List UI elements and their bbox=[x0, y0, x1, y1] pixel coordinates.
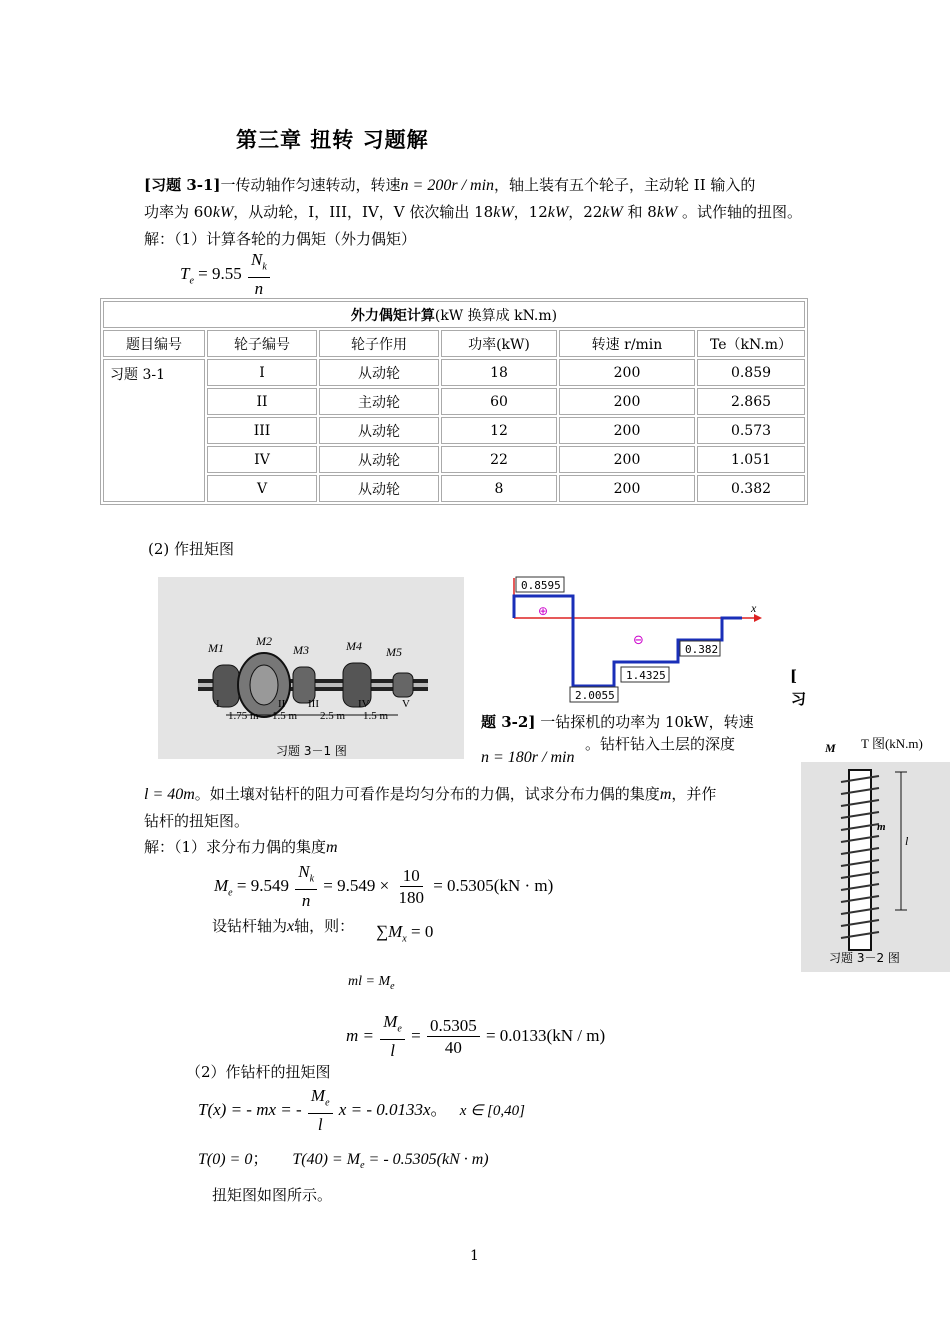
m1-label: M1 bbox=[208, 641, 224, 655]
torque-diagram bbox=[508, 574, 770, 704]
figure-3-1-caption: 习题 3－1 图 bbox=[276, 744, 347, 758]
sep: ； bbox=[252, 1151, 269, 1168]
dim-4: 1.5 m bbox=[363, 710, 389, 722]
dim-1: 1.75 m bbox=[228, 710, 259, 722]
column-header: 转速 r/min bbox=[559, 330, 695, 357]
sub: k bbox=[262, 261, 267, 273]
num: 10 bbox=[400, 866, 423, 887]
table-cell: II bbox=[207, 388, 317, 415]
column-header: 功率(kW) bbox=[441, 330, 557, 357]
den: n bbox=[301, 891, 311, 911]
unit: kW bbox=[656, 204, 678, 221]
table-row bbox=[103, 359, 805, 386]
table-row bbox=[103, 417, 805, 444]
num: 0.5305 bbox=[427, 1016, 480, 1037]
me-label: M bbox=[825, 741, 836, 755]
num: M bbox=[310, 1086, 326, 1105]
axis-label: x bbox=[751, 601, 757, 615]
num: M bbox=[383, 1012, 398, 1031]
unit: kW bbox=[602, 204, 623, 221]
solution-3-2-step-1 bbox=[144, 834, 788, 861]
fraction bbox=[295, 862, 317, 912]
table-cell: 0.573 bbox=[697, 417, 805, 444]
sum-equation bbox=[376, 922, 433, 944]
text: 解：（1）求分布力偶的集度 bbox=[144, 838, 327, 856]
lhs: m = bbox=[346, 1026, 374, 1046]
l-label: l bbox=[905, 834, 909, 848]
chapter-title: 第三章 扭转 习题解 bbox=[236, 127, 429, 152]
m4-label: M4 bbox=[346, 639, 362, 653]
roman-ii: II bbox=[278, 698, 286, 710]
solution-3-2-step-2: （2）作钻杆的扭矩图 bbox=[186, 1063, 331, 1081]
unit: kW bbox=[212, 204, 234, 221]
text: 轴，则： bbox=[294, 917, 355, 935]
value-0-382: 0.382 bbox=[685, 643, 719, 656]
drill-speed: n = 180r / min bbox=[481, 749, 575, 766]
depth-expression: l = 40m bbox=[144, 786, 195, 803]
roman-iii: III bbox=[308, 698, 319, 710]
table-cell: 0.859 bbox=[697, 359, 805, 386]
range: x ∈ [0,40] bbox=[459, 1103, 525, 1120]
problem-3-2-body bbox=[144, 781, 788, 861]
text: 。如土壤对钻杆的阻力可看作是均匀分布的力偶，试求分布力偶的集度 bbox=[194, 785, 660, 803]
den: l bbox=[317, 1115, 323, 1135]
problem-3-1-line2 bbox=[144, 199, 814, 226]
table-caption-row bbox=[103, 301, 805, 328]
sub: e bbox=[390, 980, 395, 992]
boundary-values bbox=[198, 1146, 489, 1171]
value-0-8595: 0.8595 bbox=[521, 579, 561, 592]
den: n bbox=[254, 279, 264, 299]
formula-te bbox=[180, 250, 272, 300]
sub: e bbox=[397, 1023, 402, 1035]
formula-me bbox=[214, 862, 553, 912]
table-cell: III bbox=[207, 417, 317, 444]
table-row bbox=[103, 475, 805, 502]
lhs: T(x) = - mx = - bbox=[198, 1100, 302, 1120]
table-cell: 从动轮 bbox=[319, 446, 439, 473]
sum: ∑M bbox=[376, 922, 403, 941]
table-row bbox=[103, 388, 805, 415]
m5-label: M5 bbox=[386, 645, 402, 659]
column-header: Te（kN.m） bbox=[697, 330, 805, 357]
sub: e bbox=[189, 275, 194, 287]
unit: kW bbox=[547, 204, 569, 221]
formula-tx bbox=[198, 1086, 525, 1136]
eq: = 0 bbox=[410, 922, 434, 941]
var: T bbox=[180, 264, 190, 284]
roman-iv: IV bbox=[358, 698, 370, 710]
var-m: m bbox=[326, 839, 338, 856]
eq: = 9.55 bbox=[198, 264, 242, 284]
problem-3-2-line3 bbox=[144, 781, 788, 808]
plus-sign: ⊕ bbox=[538, 604, 549, 618]
figure-3-2 bbox=[801, 730, 950, 972]
roman-v: V bbox=[402, 698, 410, 710]
group-cell: 习题 3-1 bbox=[103, 359, 205, 502]
value-1-4325: 1.4325 bbox=[626, 669, 666, 682]
t-diagram-label: T 图(kN.m) bbox=[861, 736, 923, 751]
problem-3-1-line1 bbox=[144, 172, 814, 199]
table-cell: 1.051 bbox=[697, 446, 805, 473]
var-x: x bbox=[287, 918, 295, 935]
m-label: m bbox=[877, 821, 886, 833]
text: ，并作 bbox=[671, 785, 717, 803]
problem-3-1-text bbox=[144, 172, 814, 252]
table-cell: 从动轮 bbox=[319, 417, 439, 444]
fraction bbox=[427, 1016, 480, 1059]
table-cell: I bbox=[207, 359, 317, 386]
figure-3-1 bbox=[158, 577, 464, 759]
table-cell: 60 bbox=[441, 388, 557, 415]
figure-3-2-caption: 习题 3－2 图 bbox=[829, 951, 900, 965]
problem-tag: [习题 3-1] bbox=[144, 176, 221, 194]
fraction bbox=[308, 1086, 333, 1136]
text: 。试作轴的扭图。 bbox=[677, 203, 803, 221]
value-2-0055: 2.0055 bbox=[575, 689, 615, 702]
table-cell: 200 bbox=[559, 446, 695, 473]
num: N bbox=[251, 250, 263, 269]
text: 设钻杆轴为 bbox=[212, 917, 288, 935]
result: = 0.0133(kN / m) bbox=[485, 1026, 606, 1046]
result: = 0.5305(kN · m) bbox=[433, 876, 554, 896]
shaft-drawing bbox=[158, 577, 464, 759]
roman-i: I bbox=[216, 698, 220, 710]
text: 和 8 bbox=[622, 203, 657, 221]
fraction bbox=[395, 866, 427, 909]
table-cell: 从动轮 bbox=[319, 475, 439, 502]
table-cell: V bbox=[207, 475, 317, 502]
eq: = 9.549 × bbox=[323, 876, 390, 896]
column-header: 轮子作用 bbox=[319, 330, 439, 357]
m3-label: M3 bbox=[293, 643, 309, 657]
var-m: m bbox=[659, 786, 672, 803]
axis-statement bbox=[212, 913, 354, 940]
caption-rest: (kW 换算成 kN.m) bbox=[434, 307, 558, 324]
num: N bbox=[298, 862, 310, 881]
rest: x = - 0.0133x bbox=[338, 1100, 431, 1120]
caption-bold: 外力偶矩计算 bbox=[350, 307, 435, 324]
closing-text: 扭矩图如图所示。 bbox=[212, 1186, 333, 1204]
table-cell: 0.382 bbox=[697, 475, 805, 502]
t40: T(40) = M bbox=[292, 1151, 361, 1168]
table-cell: 主动轮 bbox=[319, 388, 439, 415]
var: M bbox=[214, 876, 229, 896]
unit: kW bbox=[493, 204, 514, 221]
torque-diagram-svg bbox=[508, 574, 770, 704]
table-cell: IV bbox=[207, 446, 317, 473]
text: ，12 bbox=[513, 203, 548, 221]
sub: x bbox=[402, 933, 407, 945]
text: 一传动轴作匀速转动，转速 bbox=[220, 176, 401, 194]
eq: = 9.549 bbox=[236, 876, 289, 896]
punct: 。 bbox=[430, 1100, 448, 1120]
column-header: 题目编号 bbox=[103, 330, 205, 357]
dim-2: 1.5 m bbox=[272, 710, 298, 722]
den: 180 bbox=[398, 887, 424, 907]
sub: e bbox=[228, 887, 233, 899]
speed-expression: n = 200r / min bbox=[400, 177, 495, 194]
den: 40 bbox=[444, 1037, 462, 1057]
step-2-heading: (2) 作扭矩图 bbox=[148, 540, 235, 558]
xi-fragment: 习 bbox=[791, 690, 807, 708]
table-cell: 200 bbox=[559, 475, 695, 502]
m2-label: M2 bbox=[256, 634, 272, 648]
text: ，轴上装有五个轮子，主动轮 II 输入的 bbox=[494, 176, 756, 194]
torque-table bbox=[100, 298, 808, 505]
bracket-fragment: [ bbox=[790, 667, 798, 685]
t40-rest: = - 0.5305(kN · m) bbox=[368, 1151, 489, 1168]
minus-sign: ⊖ bbox=[633, 633, 644, 648]
table-cell: 200 bbox=[559, 417, 695, 444]
formula-m: m = $\frac{M_e}{l}$ = $\frac{0.5305}{40}$ = 0.0133(kN / m) bbox=[346, 1012, 606, 1061]
table-header-row bbox=[103, 330, 805, 357]
table-cell: 200 bbox=[559, 359, 695, 386]
table-caption bbox=[103, 301, 805, 328]
solution-step-1: 解：（1）计算各轮的力偶矩（外力偶矩） bbox=[144, 230, 417, 248]
drill-rod-drawing bbox=[801, 730, 950, 972]
table-cell: 18 bbox=[441, 359, 557, 386]
text: 功率为 60 bbox=[144, 203, 213, 221]
table-cell: 12 bbox=[441, 417, 557, 444]
column-header: 轮子编号 bbox=[207, 330, 317, 357]
text: 一钻探机的功率为 10kW，转速 bbox=[540, 713, 754, 731]
table-cell: 22 bbox=[441, 446, 557, 473]
fraction bbox=[248, 250, 270, 300]
sub: e bbox=[325, 1097, 330, 1109]
table-row bbox=[103, 446, 805, 473]
ml-equation bbox=[348, 974, 395, 992]
expr: ml = M bbox=[348, 974, 391, 989]
page-number: 1 bbox=[470, 1248, 479, 1264]
table-cell: 2.865 bbox=[697, 388, 805, 415]
table-cell: 从动轮 bbox=[319, 359, 439, 386]
text: ，从动轮，I，III，IV，V 依次输出 18 bbox=[233, 203, 494, 221]
dim-3: 2.5 m bbox=[320, 710, 346, 722]
problem-tag: 题 3-2] bbox=[481, 713, 536, 731]
problem-3-2-line4: 钻杆的扭矩图。 bbox=[144, 812, 250, 830]
den: l bbox=[390, 1041, 395, 1061]
t0: T(0) = 0 bbox=[198, 1151, 253, 1168]
table-cell: 200 bbox=[559, 388, 695, 415]
table-cell: 8 bbox=[441, 475, 557, 502]
sub: e bbox=[360, 1160, 365, 1172]
text: ，22 bbox=[568, 203, 603, 221]
sub: k bbox=[309, 873, 315, 885]
fraction bbox=[380, 1012, 405, 1062]
problem-3-2-line2: 。钻杆钻入土层的深度 bbox=[585, 735, 736, 753]
